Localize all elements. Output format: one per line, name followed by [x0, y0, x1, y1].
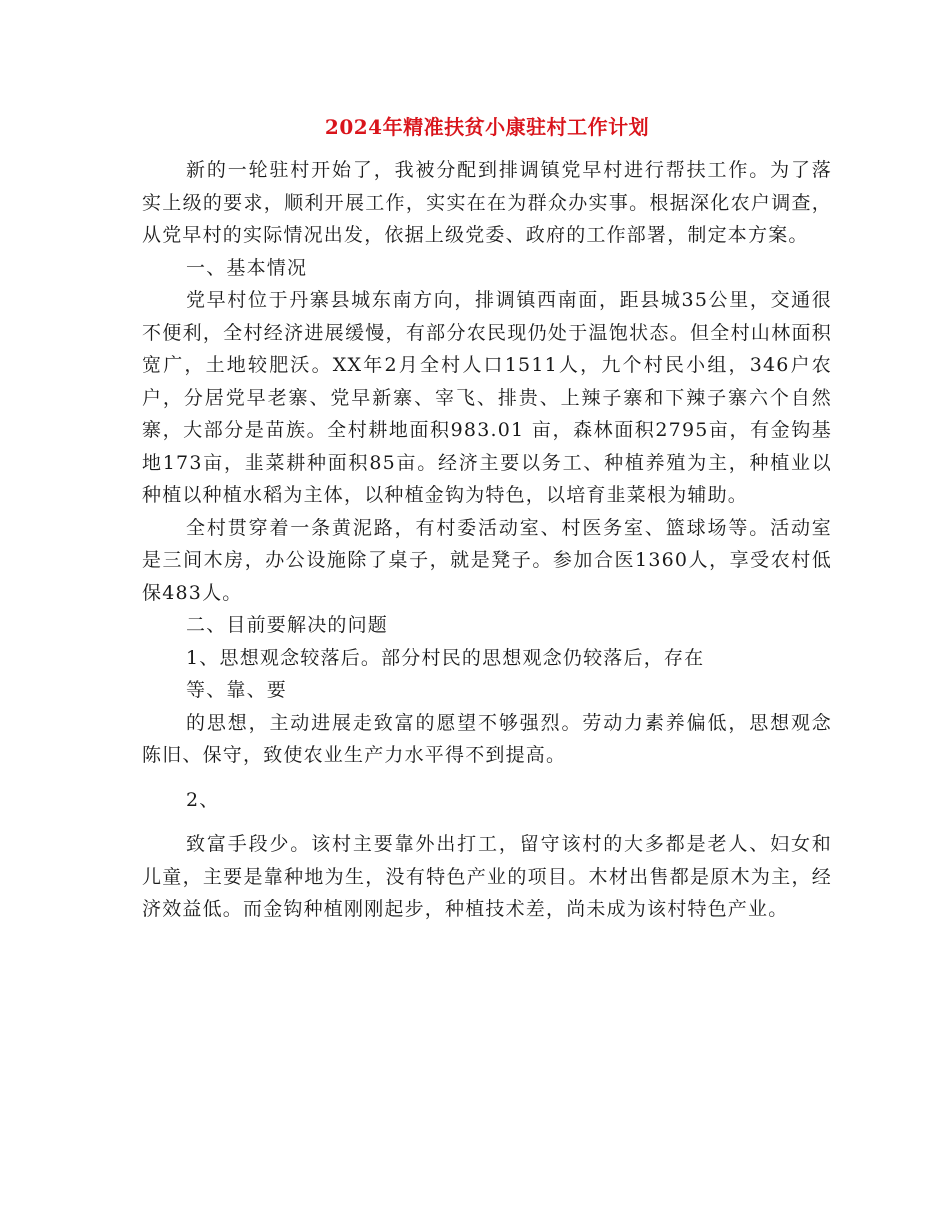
problem-2-paragraph: 致富手段少。该村主要靠外出打工，留守该村的大多都是老人、妇女和儿童，主要是靠种地为生，没有特色产业的项目。木材出售都是原木为主，经济效益低。而金钩种植刚刚起步，种植技术差，尚未成为该村特色产业。 [142, 833, 832, 920]
document-title: 2024年精准扶贫小康驻村工作计划 [324, 115, 650, 139]
problem-2-number: 2、 [186, 788, 220, 811]
problem-1-paragraph: 1、思想观念较落后。部分村民的思想观念仍较落后，存在 [186, 646, 705, 669]
document-body [142, 154, 832, 926]
document-page [142, 112, 832, 926]
intro-paragraph: 新的一轮驻村开始了，我被分配到排调镇党早村进行帮扶工作。为了落实上级的要求，顺利开展工作，实实在在为群众办实事。根据深化农户调查，从党早村的实际情况出发，依据上级党委、政府的工作部署，制定本方案。 [142, 159, 832, 246]
facilities-paragraph: 全村贯穿着一条黄泥路，有村委活动室、村医务室、篮球场等。活动室是三间木房，办公设施除了桌子，就是凳子。参加合医1360人，享受农村低保483人。 [142, 516, 832, 604]
problem-1-quote: 等、靠、要 [186, 679, 288, 701]
basic-info-paragraph: 党早村位于丹寨县城东南方向，排调镇西南面，距县城35公里，交通很不便利，全村经济进展缓慢，有部分农民现仍处于温饱状态。但全村山林面积宽广，土地较肥沃。XX年2月全村人口1511人，九个村民小组，346户农户，分居党早老寨、党早新寨、宰飞、排贵、上辣子寨和下辣子寨六个自然寨，大部分是苗族。全村耕地面积983.01 亩，森林面积2795亩，有金钩基地173亩，韭菜耕种面积85亩。经济主要以务工、种植养殖为主，种植业以种植以种植水稻为主体，以种植金钩为特色，以培育韭菜根为辅助。 [142, 289, 832, 506]
problem-1-continuation: 的思想，主动进展走致富的愿望不够强烈。劳动力素养偏低，思想观念陈旧、保守，致使农业生产力水平得不到提高。 [142, 711, 832, 766]
section-heading-basic-info: 一、基本情况 [186, 256, 308, 279]
section-heading-problems: 二、目前要解决的问题 [186, 614, 389, 636]
